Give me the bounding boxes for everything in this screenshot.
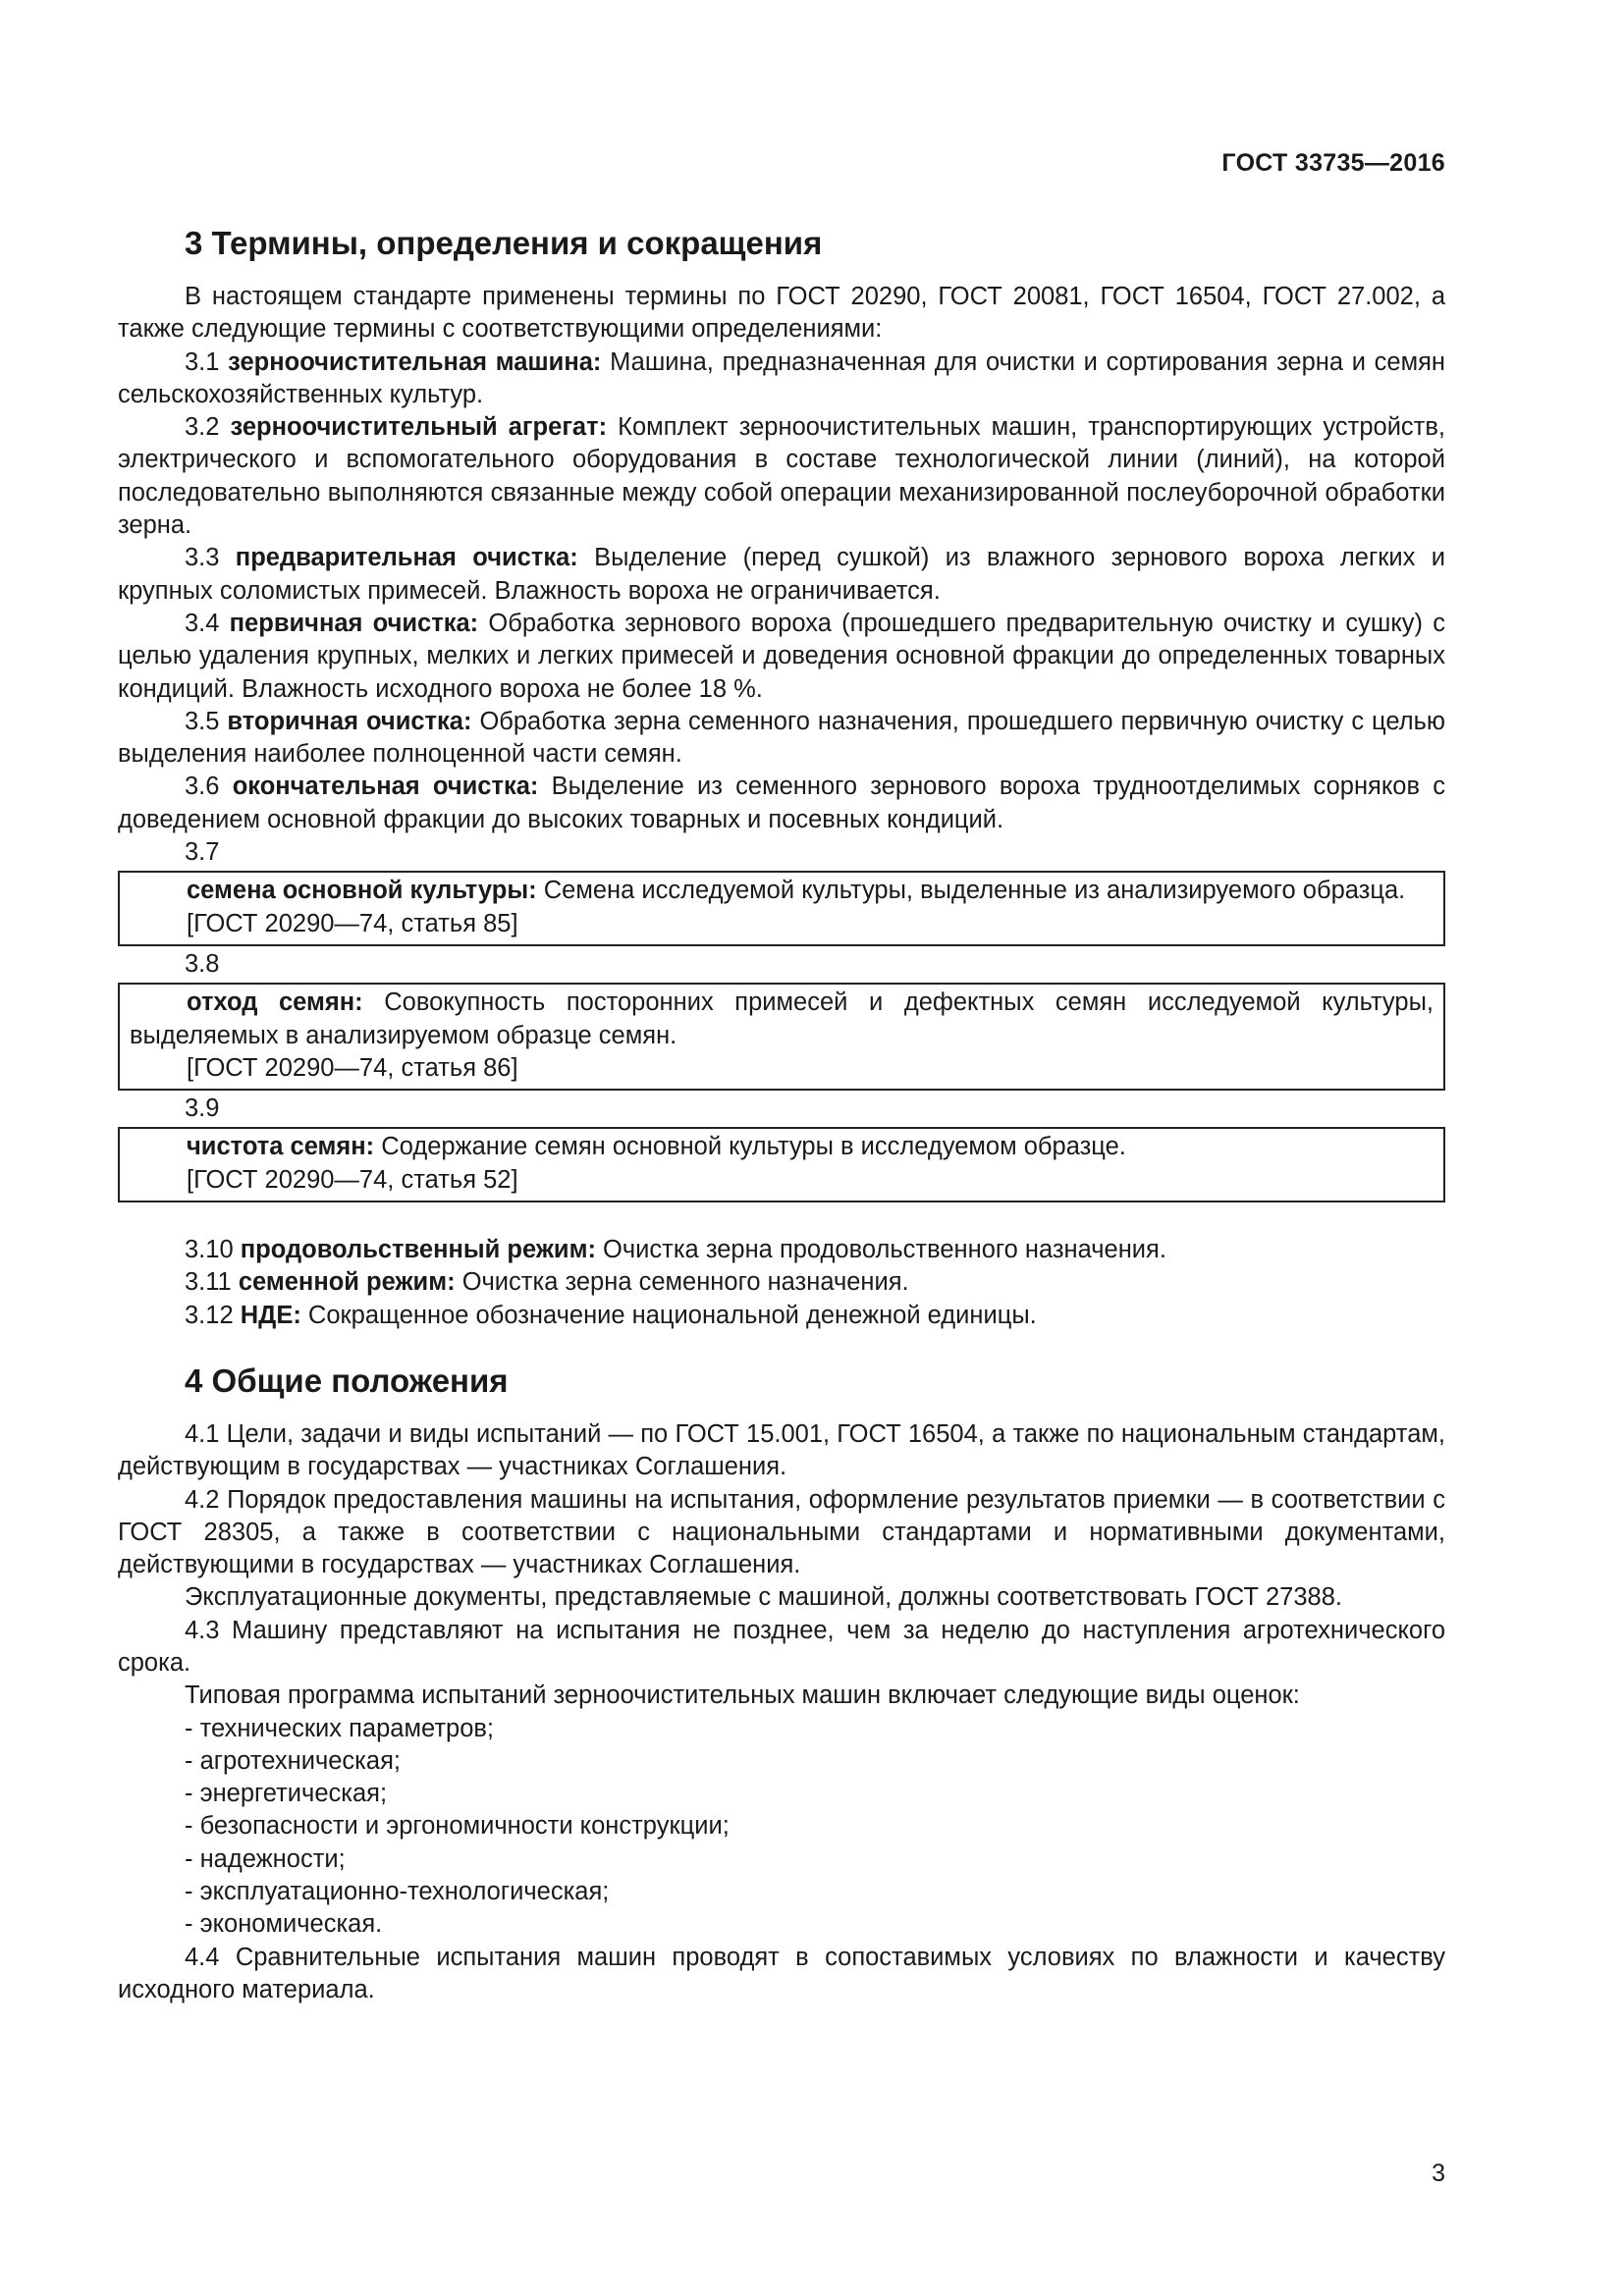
- list-item: - экономическая.: [185, 1910, 383, 1939]
- term-3-8-text: отход семян: Совокупность посторонних примесей и дефектных семян исследуемой культуры, выделяемых в анализируемом образце семян.: [130, 988, 1434, 1049]
- document-id: ГОСТ 33735—2016: [1221, 149, 1445, 177]
- paragraph-4-2: 4.2 Порядок предоставления машины на испытания, оформление результатов приемки — в соответствии с ГОСТ 28305, а также в соответствии с национальными стандартами и нормативными документами, действующими в государствах — участниках Соглашения.: [118, 1485, 1445, 1579]
- term-3-4: 3.4 первичная очистка: Обработка зернового вороха (прошедшего предварительную очистку и сушку) с целью удаления крупных, мелких и легких примесей и доведения основной фракции до определенных товарных кондиций. Влажность исходного вороха не более 18 %.: [118, 609, 1445, 703]
- page-content: [118, 224, 1445, 2006]
- term-3-7-source: [ГОСТ 20290—74, статья 85]: [187, 909, 518, 937]
- section-3-intro: В настоящем стандарте применены термины по ГОСТ 20290, ГОСТ 20081, ГОСТ 16504, ГОСТ 27.002, а также следующие термины с соответствующими определениями:: [118, 283, 1445, 344]
- term-3-7-box: [118, 871, 1445, 946]
- list-item: - технических параметров;: [185, 1714, 495, 1742]
- paragraph-4-2-docs: Эксплуатационные документы, представляемые с машиной, должны соответствовать ГОСТ 27388.: [185, 1583, 1342, 1612]
- paragraph-4-1: 4.1 Цели, задачи и виды испытаний — по ГОСТ 15.001, ГОСТ 16504, а также по национальным стандартам, действующим в государствах — участниках Соглашения.: [118, 1419, 1445, 1481]
- term-3-11: 3.11 семенной режим: Очистка зерна семенного назначения.: [185, 1268, 909, 1297]
- term-3-9-text: чистота семян: Содержание семян основной культуры в исследуемом образце.: [187, 1133, 1126, 1161]
- page-number: 3: [1432, 2160, 1445, 2187]
- list-item: - надежности;: [185, 1844, 346, 1873]
- term-3-8-box: [118, 983, 1445, 1091]
- list-item: - безопасности и эргономичности конструкции;: [185, 1812, 730, 1841]
- term-3-1: 3.1 зерноочистительная машина: Машина, предназначенная для очистки и сортирования зерна и семян сельскохозяйственных культур.: [118, 347, 1446, 408]
- term-3-2: 3.2 зерноочистительный агрегат: Комплект зерноочистительных машин, транспортирующих устройств, электрического и вспомогательного оборудования в составе технологической линии (линий), на которой последовательно выполняются связанные между собой операции механизированной послеуборочной обработки зерна.: [118, 413, 1445, 540]
- term-3-7-number: 3.7: [185, 838, 220, 867]
- term-3-9-source: [ГОСТ 20290—74, статья 52]: [187, 1165, 518, 1194]
- term-3-8-source: [ГОСТ 20290—74, статья 86]: [187, 1053, 518, 1082]
- paragraph-4-3: 4.3 Машину представляют на испытания не позднее, чем за неделю до наступления агротехнического срока.: [118, 1616, 1445, 1677]
- paragraph-4-4: 4.4 Сравнительные испытания машин проводят в сопоставимых условиях по влажности и качеству исходного материала.: [118, 1943, 1445, 2003]
- term-3-7-text: семена основной культуры: Семена исследуемой культуры, выделенные из анализируемого образца.: [187, 877, 1406, 905]
- paragraph-program: Типовая программа испытаний зерноочистительных машин включает следующие виды оценок:: [185, 1682, 1300, 1710]
- term-3-3: 3.3 предварительная очистка: Выделение (перед сушкой) из влажного зернового вороха легких и крупных соломистых примесей. Влажность вороха не ограничивается.: [118, 544, 1445, 605]
- term-3-5: 3.5 вторичная очистка: Обработка зерна семенного назначения, прошедшего первичную очистку с целью выделения наиболее полноценной части семян.: [118, 707, 1445, 769]
- term-3-6: 3.6 окончательная очистка: Выделение из семенного зернового вороха трудноотделимых сорняков с доведением основной фракции до высоких товарных и посевных кондиций.: [118, 773, 1445, 833]
- term-3-12: 3.12 НДЕ: Сокращенное обозначение национальной денежной единицы.: [185, 1301, 1037, 1329]
- list-item: - агротехническая;: [185, 1746, 401, 1775]
- term-3-10: 3.10 продовольственный режим: Очистка зерна продовольственного назначения.: [185, 1236, 1166, 1264]
- term-3-8-number: 3.8: [185, 949, 220, 978]
- spacer: [118, 1204, 1445, 1234]
- section-4-title: 4 Общие положения: [185, 1362, 509, 1399]
- list-item: - эксплуатационно-технологическая;: [185, 1878, 610, 1906]
- list-item: - энергетическая;: [185, 1780, 388, 1808]
- term-3-9-box: [118, 1127, 1445, 1202]
- term-3-9-number: 3.9: [185, 1095, 220, 1123]
- section-3-title: 3 Термины, определения и сокращения: [185, 225, 823, 261]
